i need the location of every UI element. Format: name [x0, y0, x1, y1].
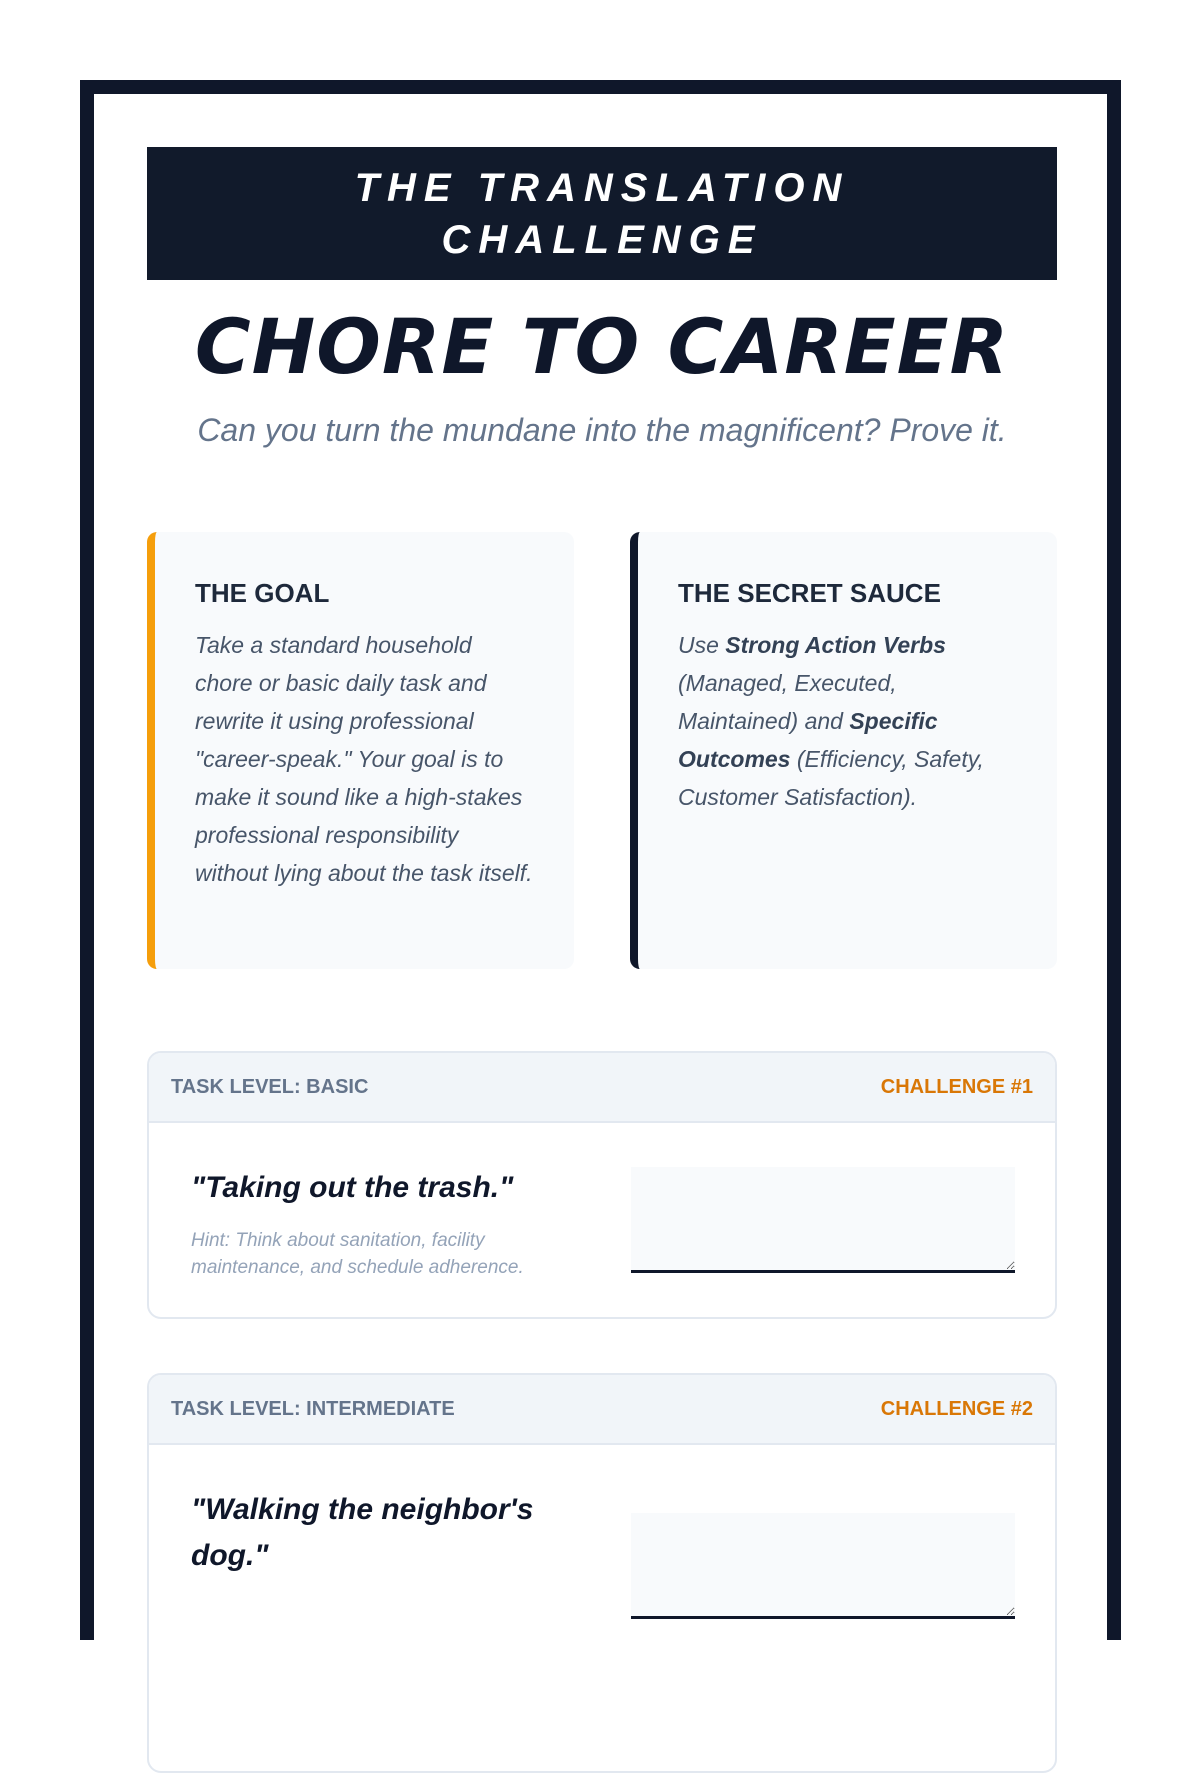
challenge-body — [149, 1123, 1055, 1281]
challenge-body — [149, 1445, 1055, 1619]
challenge-hint: Hint: Think about sanitation, facility maintenance, and schedule adherence. — [191, 1230, 524, 1278]
sauce-text-2: (Managed, Executed, Maintained) and — [678, 670, 897, 734]
secret-sauce-body — [678, 626, 1017, 816]
challenge-header — [149, 1053, 1055, 1123]
task-level-label: TASK LEVEL: INTERMEDIATE — [171, 1397, 455, 1420]
header-banner — [147, 147, 1057, 280]
answer-field-2[interactable] — [631, 1513, 1015, 1619]
sauce-text-3: (Efficiency, Safety, Customer Satisfaction). — [678, 746, 984, 810]
secret-sauce-card — [630, 532, 1057, 969]
chore-quote: "Taking out the trash." — [191, 1171, 514, 1204]
task-level-label: TASK LEVEL: BASIC — [171, 1075, 369, 1098]
secret-sauce-heading: THE SECRET SAUCE — [678, 578, 941, 608]
challenge-header — [149, 1375, 1055, 1445]
challenge-card-2 — [147, 1373, 1057, 1773]
info-cards — [147, 532, 1057, 969]
challenge-number: CHALLENGE #2 — [880, 1397, 1033, 1420]
challenge-prompt — [191, 1165, 571, 1281]
challenge-card-1 — [147, 1051, 1057, 1319]
sauce-bold-verbs: Strong Action Verbs — [725, 632, 946, 658]
sauce-text-1: Use — [678, 632, 726, 658]
banner-title: THE TRANSLATION CHALLENGE — [354, 165, 850, 262]
answer-field-1[interactable] — [631, 1167, 1015, 1273]
goal-body: Take a standard household chore or basic daily task and rewrite it using professional "career-speak." Your goal is to make it sound like a high-stakes professional responsibility without lying about the task itself. — [195, 632, 533, 886]
page-title: CHORE TO CAREER — [194, 302, 1010, 391]
goal-card — [147, 532, 574, 969]
sauce-bold-outcomes: Specific Outcomes — [678, 708, 938, 772]
goal-heading: THE GOAL — [195, 578, 330, 608]
challenge-prompt — [191, 1487, 571, 1619]
challenge-number: CHALLENGE #1 — [880, 1075, 1033, 1098]
page-subtitle: Can you turn the mundane into the magnificent? Prove it. — [197, 412, 1007, 448]
worksheet-frame — [80, 80, 1121, 1640]
worksheet-content — [147, 147, 1057, 1773]
chore-quote: "Walking the neighbor's dog." — [191, 1493, 534, 1572]
